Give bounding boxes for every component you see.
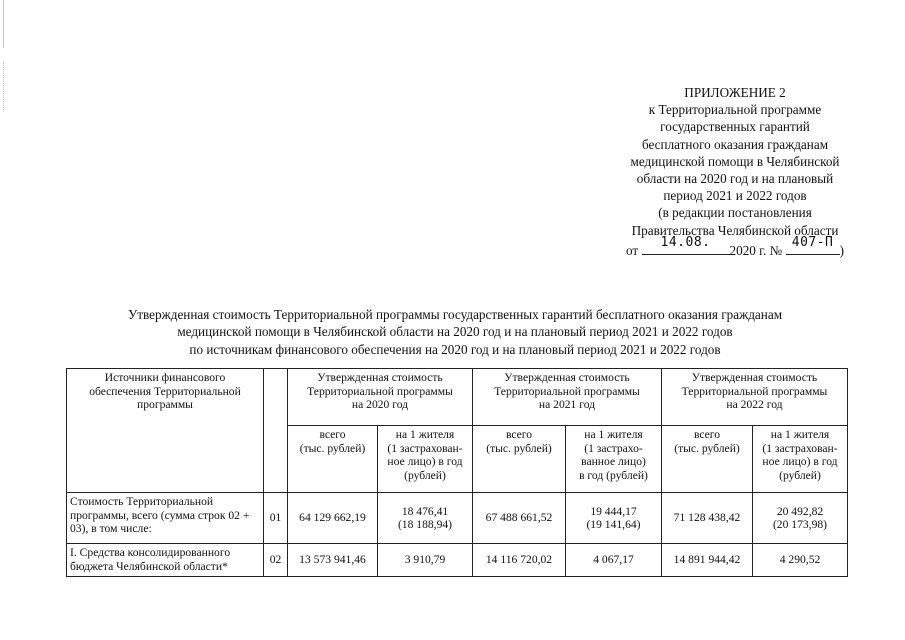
appendix-line: бесплатного оказания гражданам <box>641 136 829 152</box>
cell-total-2021: 67 488 661,52 <box>473 493 566 544</box>
date-blank <box>642 234 730 255</box>
appendix-line: (в редакции постановления <box>658 205 812 221</box>
resolution-date-line <box>590 234 880 259</box>
cell-per-capita-2020: 3 910,79 <box>378 544 473 577</box>
year-header-2021: Утвержденная стоимость Территориальной программы на 2021 год <box>473 369 662 426</box>
title-line: медицинской помощи в Челябинской области на 2020 год и на плановый период 2021 и 2022 годов <box>177 324 733 340</box>
cell-total-2021: 14 116 720,02 <box>473 544 566 577</box>
row-code: 02 <box>264 544 288 577</box>
cell-per-capita-2020: 18 476,41 (18 188,94) <box>378 493 473 544</box>
year-text: 2020 г. № <box>729 242 783 258</box>
table-row <box>67 493 848 544</box>
cost-table <box>66 368 848 577</box>
appendix-line: Правительства Челябинской области <box>631 222 839 238</box>
subheader-total: всего (тыс. рублей) <box>473 426 566 493</box>
subheader-total: всего (тыс. рублей) <box>662 426 753 493</box>
subheader-per-capita: на 1 жителя (1 застрахо- ванное лицо) в год (рублей) <box>566 426 662 493</box>
year-header-2022: Утвержденная стоимость Территориальной программы на 2022 год <box>662 369 848 426</box>
cell-total-2020: 13 573 941,46 <box>288 544 378 577</box>
date-prefix: от <box>626 242 639 258</box>
appendix-line: ПРИЛОЖЕНИЕ 2 <box>684 85 786 100</box>
row-source: I. Средства консолидированного бюджета Челябинской области* <box>67 544 264 577</box>
appendix-line: медицинской помощи в Челябинской <box>630 153 840 169</box>
appendix-line: период 2021 и 2022 годов <box>663 188 807 204</box>
source-header: Источники финансового обеспечения Территориальной программы <box>67 369 264 493</box>
close-paren: ) <box>839 242 844 258</box>
title-line: Утвержденная стоимость Территориальной программы государственных гарантий бесплатного оказания гражданам <box>127 307 783 322</box>
appendix-header <box>590 84 880 259</box>
appendix-line: государственных гарантий <box>660 119 810 135</box>
cell-total-2022: 14 891 944,42 <box>662 544 753 577</box>
appendix-line: к Территориальной программе <box>648 102 822 118</box>
left-margin-line <box>3 0 4 48</box>
appendix-line: области на 2020 год и на плановый <box>636 171 834 187</box>
handwritten-number: 407-П <box>791 234 834 250</box>
left-margin-dots <box>3 62 5 112</box>
cell-per-capita-2022: 20 492,82 (20 173,98) <box>753 493 848 544</box>
subheader-per-capita: на 1 жителя (1 застрахован- ное лицо) в год (рублей) <box>378 426 473 493</box>
row-code: 01 <box>264 493 288 544</box>
cell-total-2022: 71 128 438,42 <box>662 493 753 544</box>
subheader-total: всего (тыс. рублей) <box>288 426 378 493</box>
year-header-2020: Утвержденная стоимость Территориальной программы на 2020 год <box>288 369 473 426</box>
header-row <box>67 369 848 426</box>
number-blank <box>786 234 840 255</box>
title-line: по источникам финансового обеспечения на 2020 год и на плановый период 2021 и 2022 годов <box>189 341 721 357</box>
cell-total-2020: 64 129 662,19 <box>288 493 378 544</box>
row-source: Стоимость Территориальной программы, всего (сумма строк 02 + 03), в том числе: <box>67 493 264 544</box>
cell-per-capita-2021: 4 067,17 <box>566 544 662 577</box>
handwritten-date: 14.08. <box>660 234 711 250</box>
cell-per-capita-2021: 19 444,17 (19 141,64) <box>566 493 662 544</box>
cell-per-capita-2022: 4 290,52 <box>753 544 848 577</box>
table-row <box>67 544 848 577</box>
document-title <box>40 306 870 358</box>
subheader-per-capita: на 1 жителя (1 застрахован- ное лицо) в год (рублей) <box>753 426 848 493</box>
code-header <box>264 369 288 493</box>
